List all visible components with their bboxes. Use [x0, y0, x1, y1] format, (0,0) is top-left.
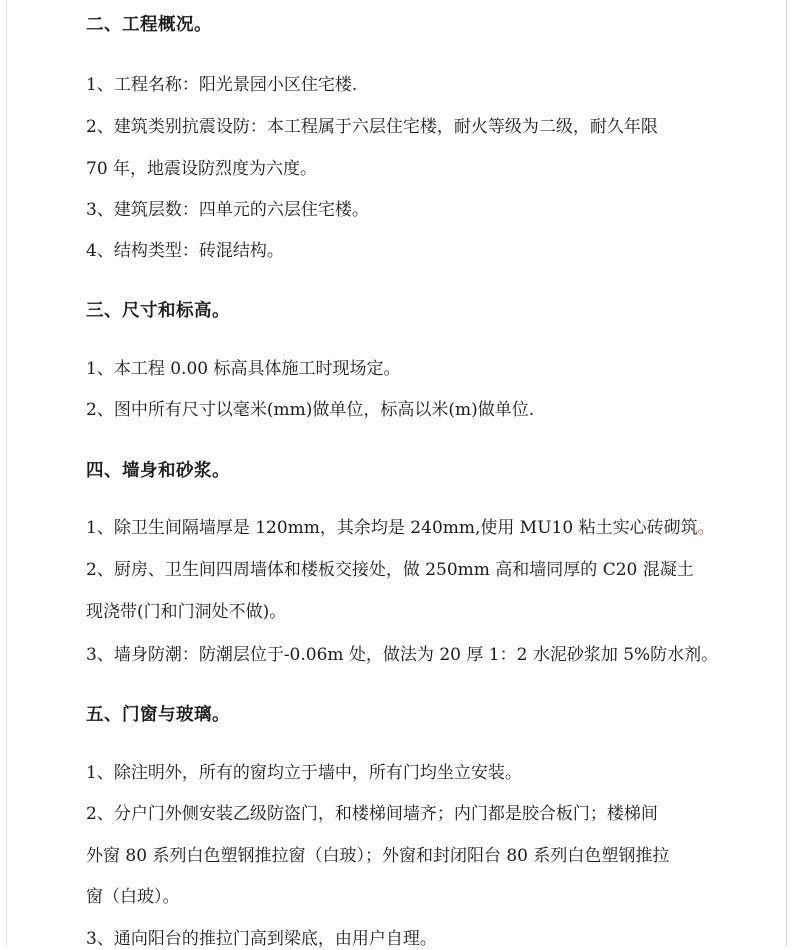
- red-period-mark: 。: [697, 518, 715, 538]
- paragraph-line: 2、图中所有尺寸以毫米(mm)做单位，标高以米(m)做单位.: [86, 400, 535, 420]
- paragraph-line: 窗（白玻）。: [86, 887, 180, 907]
- paragraph-line: 2、分户门外侧安装乙级防盗门，和楼梯间墙齐；内门都是胶合板门；楼梯间: [86, 804, 658, 824]
- page-edge-left: [6, 0, 7, 946]
- paragraph-line-with-mark: [86, 517, 715, 539]
- page-edge-right: [786, 0, 787, 946]
- paragraph-text: 1、除卫生间隔墙厚是 120mm，其余均是 240mm,使用 MU10 粘土实心砖砌筑: [86, 518, 698, 538]
- section-heading-walls: 四、墙身和砂浆。: [86, 461, 230, 481]
- section-heading-dimensions: 三、尺寸和标高。: [86, 301, 230, 321]
- paragraph-line: 2、厨房、卫生间四周墙体和楼板交接处，做 250mm 高和墙同厚的 C20 混凝土: [86, 560, 694, 580]
- paragraph-line: 外窗 80 系列白色塑钢推拉窗（白玻）；外窗和封闭阳台 80 系列白色塑钢推拉: [86, 846, 670, 866]
- paragraph-line: 现浇带(门和门洞处不做)。: [86, 602, 287, 622]
- paragraph-line: 3、墙身防潮：防潮层位于-0.06m 处，做法为 20 厚 1：2 水泥砂浆加 5%防水剂。: [86, 645, 719, 665]
- paragraph-line: 1、工程名称：阳光景园小区住宅楼.: [86, 75, 358, 95]
- paragraph-line: 1、本工程 0.00 标高具体施工时现场定。: [86, 359, 401, 379]
- section-heading-overview: 二、工程概况。: [86, 15, 212, 35]
- paragraph-line: 4、结构类型：砖混结构。: [86, 241, 284, 261]
- paragraph-line: 3、通向阳台的推拉门高到梁底，由用户自理。: [86, 929, 437, 949]
- paragraph-line: 1、除注明外，所有的窗均立于墙中，所有门均坐立安装。: [86, 763, 522, 783]
- section-heading-doors-windows: 五、门窗与玻璃。: [86, 705, 230, 725]
- paragraph-line: 70 年，地震设防烈度为六度。: [86, 159, 318, 179]
- paragraph-line: 2、建筑类别抗震设防：本工程属于六层住宅楼，耐火等级为二级，耐久年限: [86, 117, 658, 137]
- paragraph-line: 3、建筑层数：四单元的六层住宅楼。: [86, 200, 369, 220]
